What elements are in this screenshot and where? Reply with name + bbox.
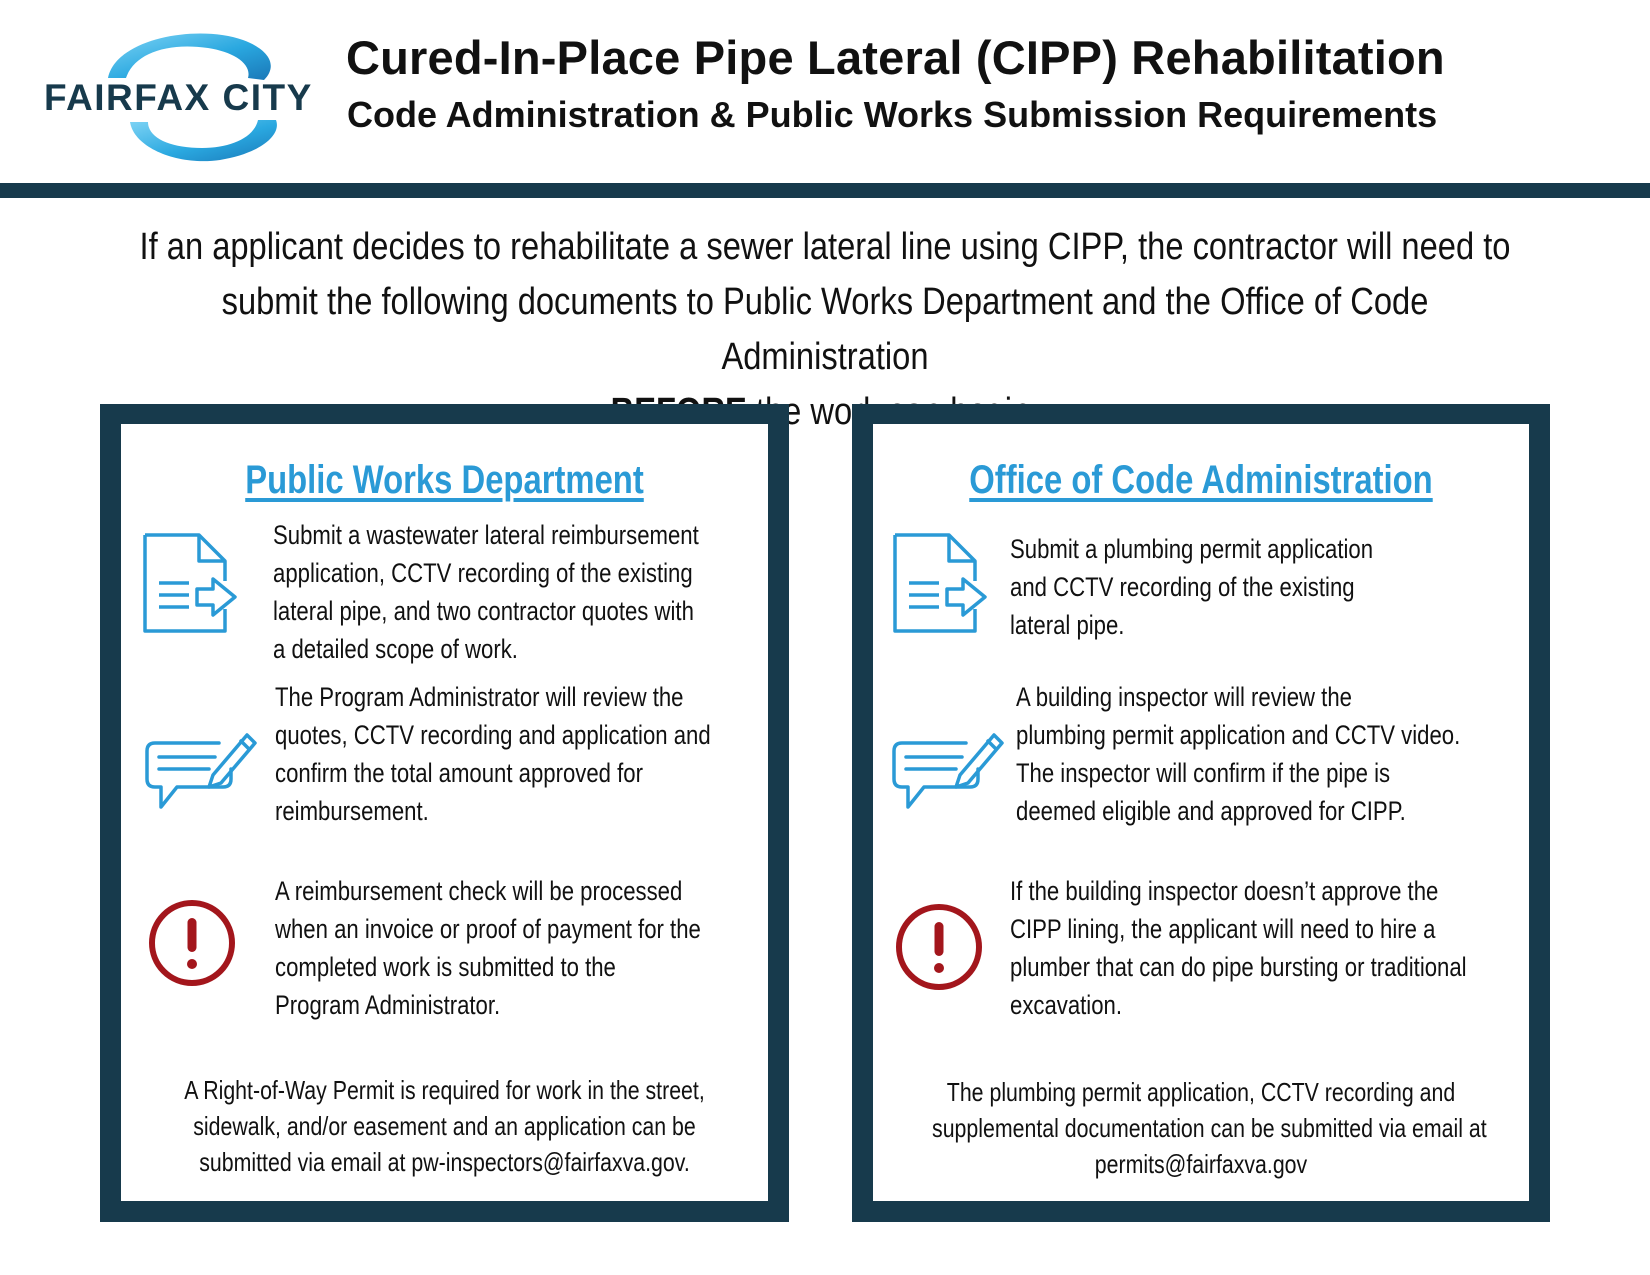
chat-pencil-icon [143, 729, 257, 811]
alert-icon [894, 902, 984, 992]
code-administration-panel [852, 404, 1550, 1222]
page-title: Cured-In-Place Pipe Lateral (CIPP) Rehabilitation [346, 31, 1445, 84]
oca-note: The plumbing permit application, CCTV recording and supplemental documentation can be submitted via email at permits@fairfaxva.gov [932, 1077, 1487, 1179]
document-arrow-icon [141, 531, 241, 635]
pw-item-1-text: Submit a wastewater lateral reimbursement application, CCTV recording of the existing lateral pipe, and two contractor quotes with a detailed scope of work. [273, 520, 699, 664]
code-administration-heading: Office of Code Administration [969, 458, 1433, 502]
oca-item-1-text: Submit a plumbing permit application and CCTV recording of the existing lateral pipe. [1010, 534, 1374, 640]
intro-line-3-rest: work [810, 391, 880, 433]
alert-icon [147, 898, 237, 988]
pw-item-2-text: The Program Administrator will review the quotes, CCTV recording and application and confirm the total amount approved for reimbursement. [275, 682, 711, 826]
header-divider [0, 183, 1650, 198]
public-works-heading: Public Works Department [245, 458, 644, 502]
fairfax-city-logo [38, 20, 316, 170]
document-arrow-icon [891, 531, 991, 635]
logo-text: FAIRFAX CITY [44, 77, 313, 118]
pw-item-3-text: A reimbursement check will be processed when an invoice or proof of payment for the completed work is submitted to the Program Administrator. [275, 876, 701, 1020]
public-works-panel [100, 404, 789, 1222]
intro-line-1: If an applicant decides to rehabilitate a sewer lateral line using CIPP, the contractor will need to [139, 226, 1511, 268]
logo-ring-icon [38, 20, 316, 170]
public-works-panel-body [121, 424, 768, 1201]
code-administration-panel-body [873, 424, 1529, 1201]
oca-item-2-text: A building inspector will review the plumbing permit application and CCTV video. The inspector will confirm if the pipe is deemed eligible and approved for CIPP. [1016, 682, 1461, 826]
pw-note: A Right-of-Way Permit is required for work in the street, sidewalk, and/or easement and an application can be submitted via email at pw-inspectors@fairfaxva.gov. [184, 1075, 705, 1177]
oca-item-3-text: If the building inspector doesn’t approve the CIPP lining, the applicant will need to hire a plumber that can do pipe bursting or traditional excavation. [1010, 876, 1467, 1020]
page-subtitle: Code Administration & Public Works Submission Requirements [347, 94, 1438, 135]
chat-pencil-icon [890, 729, 1004, 811]
intro-line-2: submit the following documents to Public Works Department and the Office of Code Administration [221, 281, 1429, 378]
